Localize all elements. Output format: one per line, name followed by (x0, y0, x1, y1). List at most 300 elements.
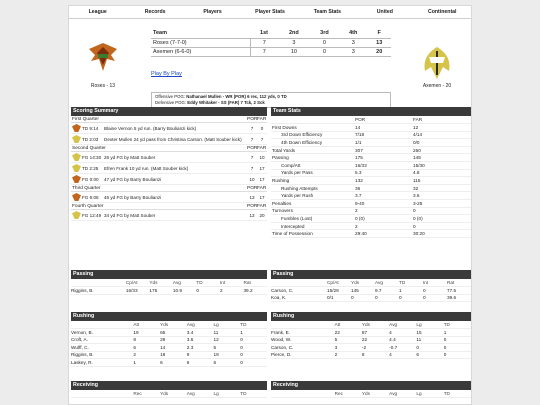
nav-link[interactable]: United (376, 9, 393, 15)
stat-por: 14 (355, 124, 413, 132)
stat-por: 0 (0) (355, 215, 413, 223)
play-time (82, 155, 104, 160)
home-team-label: Axemen - 20 (422, 83, 452, 89)
quarter-name: Fourth Quarter (72, 204, 104, 209)
play-description: 26 yd FG by Matt Souber (104, 154, 156, 160)
stat-por: 29:40 (355, 230, 413, 238)
stat-label: Comp/Att (271, 162, 355, 170)
stat-header: Int (423, 279, 447, 287)
player-stat: 14 (160, 344, 187, 352)
stat-header-row (271, 279, 471, 287)
axemen-team-icon (72, 211, 81, 219)
stat-header: TD (240, 321, 267, 329)
player-stat: 65 (160, 329, 187, 337)
stat-por: 2 (355, 222, 413, 230)
player-name[interactable]: Riggins, B. (71, 287, 126, 295)
player-row (271, 351, 471, 359)
stat-por: 16/33 (355, 162, 413, 170)
stat-header (271, 279, 327, 287)
por-score: 10 (249, 176, 255, 182)
stat-label: Total Yards (271, 146, 355, 154)
score-team: Axemen (6-6-0) (151, 47, 250, 56)
stat-header: Cp/At (126, 279, 150, 287)
team-stat-row (271, 192, 471, 200)
play-type: FG (82, 176, 89, 182)
play-description: 47 yd FG by Barry Boulianzi (104, 176, 162, 182)
player-stat: 18 (160, 351, 187, 359)
play-description: Efren Frank 10 yd run. (Matt Souber kick) (104, 165, 189, 171)
winged-emblem-icon (87, 39, 119, 75)
receiving-left-table (71, 390, 267, 398)
stat-far: 4.8 (413, 169, 471, 177)
rushing-right (271, 312, 471, 359)
team-stat-row (271, 146, 471, 154)
axemen-team-icon (72, 164, 81, 172)
far-score: 7 (260, 136, 264, 142)
col-por: POR (247, 117, 258, 122)
player-stat: 6 (214, 359, 241, 367)
player-row (71, 287, 267, 295)
roses-team-icon (72, 124, 81, 132)
far-score: 17 (259, 165, 265, 171)
player-stat: 0 (240, 336, 267, 344)
por-score: 7 (250, 165, 254, 171)
stat-header: Lg (416, 390, 443, 398)
stat-header: Avg (375, 279, 399, 287)
far-score: 17 (259, 176, 265, 182)
stat-header-row (71, 279, 267, 287)
stat-header: Yds (160, 321, 187, 329)
stat-por: 9-40 (355, 200, 413, 208)
play-time (82, 166, 104, 171)
stat-header: Avg (187, 390, 214, 398)
player-stat: 3 (335, 344, 362, 352)
play-time (82, 213, 104, 218)
stat-header: Avg (187, 321, 214, 329)
player-stat: 4.4 (389, 336, 416, 344)
score-header: 1st (260, 30, 268, 37)
stat-far: 145 (413, 154, 471, 162)
stat-far: 0 (0) (413, 215, 471, 223)
stat-header: Att (335, 321, 362, 329)
stat-header (71, 390, 133, 398)
stat-far: 0/0 (413, 139, 471, 147)
player-stat: 19 (214, 351, 241, 359)
play-clock: 2:25 (89, 165, 99, 171)
offensive-pog-label: Offensive POG: (155, 94, 186, 99)
player-stat: -0.7 (389, 344, 416, 352)
player-stat: 0 (399, 294, 423, 302)
player-stat: 175 (149, 287, 173, 295)
quarter-score: 7 (250, 47, 278, 56)
player-stat: 0 (240, 344, 267, 352)
player-stat: 1 (399, 287, 423, 295)
play-clock: 14:30 (89, 154, 102, 160)
team-stat-row (271, 200, 471, 208)
player-stat: 0 (240, 351, 267, 359)
stat-label: Passing (271, 154, 355, 162)
stat-header (71, 321, 133, 329)
stat-header: TD (444, 321, 471, 329)
quarter-name: Third Quarter (72, 186, 101, 191)
player-stat: 2 (220, 287, 244, 295)
rushing-right-title: Rushing (271, 312, 471, 321)
player-row (71, 351, 267, 359)
stat-header: Yds (149, 279, 173, 287)
receiving-right (271, 381, 471, 398)
team-stat-row (271, 131, 471, 139)
final-score: 13 (367, 38, 391, 47)
stat-label: First Downs (271, 124, 355, 132)
player-row (271, 344, 471, 352)
score-header: F (377, 30, 381, 37)
roses-team-icon (72, 193, 81, 201)
stat-header-row (271, 321, 471, 329)
player-name[interactable]: Croft, A. (71, 336, 133, 344)
play-type: FG (82, 212, 89, 218)
player-stat: 11 (416, 336, 443, 344)
nav-link[interactable]: League (88, 9, 107, 15)
player-stat: 39.2 (243, 287, 267, 295)
stat-header: Rat (447, 279, 471, 287)
stat-far: 0 (413, 222, 471, 230)
stat-far: 115 (413, 177, 471, 185)
stat-header: Rec (335, 390, 362, 398)
stat-header-row (71, 390, 267, 398)
stat-header-row (271, 390, 471, 398)
player-stat: 29 (160, 336, 187, 344)
player-row (271, 329, 471, 337)
player-stat: 12 (214, 336, 241, 344)
team-stat-row (271, 177, 471, 185)
player-name[interactable]: Pierce, D. (271, 351, 335, 359)
player-row (271, 287, 471, 295)
play-type: TD (82, 136, 89, 142)
por-score: 13 (249, 212, 255, 218)
team-stat-row (271, 169, 471, 177)
player-row (71, 329, 267, 337)
quarter-score: 0 (310, 38, 339, 47)
player-stat: 6 (160, 359, 187, 367)
team-stat-row (271, 215, 471, 223)
player-stat: 0 (240, 359, 267, 367)
team-stat-row (271, 162, 471, 170)
far-score: 17 (259, 194, 265, 200)
stat-header: Att (133, 321, 160, 329)
quarter-name: First Quarter (72, 117, 99, 122)
player-row (71, 359, 267, 367)
scoring-summary (71, 107, 267, 221)
top-nav (69, 6, 471, 19)
stat-header: TD (240, 390, 267, 398)
far-score: 10 (259, 154, 265, 160)
stat-header (271, 390, 335, 398)
player-stat: 0 (196, 287, 220, 295)
quarter-name: Second Quarter (72, 146, 106, 151)
scoring-play (71, 152, 267, 163)
team-stats (271, 107, 471, 238)
player-stat: 0 (444, 351, 471, 359)
stat-label: Rushing Attempts (271, 184, 355, 192)
player-stat: 11 (214, 329, 241, 337)
team-stat-row (271, 124, 471, 132)
stat-label: Time of Possession (271, 230, 355, 238)
col-far: FAR (257, 146, 267, 151)
scoring-summary-title: Scoring Summary (71, 107, 267, 116)
scoring-play (71, 123, 267, 134)
player-stat: 8 (133, 336, 160, 344)
far-score: 20 (259, 212, 265, 218)
player-name[interactable]: Laskey, R. (71, 359, 133, 367)
stat-label: Turnovers (271, 207, 355, 215)
stat-header: Int (220, 279, 244, 287)
player-stat: 22 (362, 336, 389, 344)
play-by-play-link[interactable]: Play By Play (151, 71, 182, 77)
player-stat: 87 (362, 329, 389, 337)
team-stat-row (271, 184, 471, 192)
player-name[interactable]: Riggins, B. (71, 351, 133, 359)
play-type: TD (82, 165, 89, 171)
offensive-pog: Nathanael Mullen - WR (POR) 6 rec, 112 yds, 0 TD (186, 94, 287, 99)
nav-link[interactable]: Team Stats (313, 9, 342, 15)
player-stat: 10.9 (173, 287, 197, 295)
player-stat: 145 (351, 287, 375, 295)
player-stat: 1 (133, 359, 160, 367)
quarter-header (71, 116, 267, 123)
stat-header: Lg (214, 390, 241, 398)
play-type: FG (82, 194, 89, 200)
players-of-game (151, 92, 391, 108)
player-row (71, 336, 267, 344)
player-stat: 6 (133, 344, 160, 352)
player-stat: 1 (444, 329, 471, 337)
stat-header: TD (399, 279, 423, 287)
stat-header (71, 279, 126, 287)
team-stats-title: Team Stats (271, 107, 471, 116)
quarter-score: 7 (250, 38, 278, 47)
stat-label: Yards per Rush (271, 192, 355, 200)
stat-header: Lg (214, 321, 241, 329)
stat-header: TD (444, 390, 471, 398)
passing-right-title: Passing (271, 270, 471, 279)
stat-header: Rat (243, 279, 267, 287)
stat-por: 7/18 (355, 131, 413, 139)
passing-left-table (71, 279, 267, 295)
player-stat: 9.7 (375, 287, 399, 295)
player-name[interactable]: Frank, E. (271, 329, 335, 337)
col-por: POR (247, 146, 258, 151)
player-stat: -2 (362, 344, 389, 352)
scoring-play (71, 163, 267, 174)
stat-label: Rushing (271, 177, 355, 185)
score-header: Team (153, 30, 167, 37)
team-stat-row (271, 139, 471, 147)
player-row (71, 344, 267, 352)
stat-header (271, 321, 335, 329)
quarter-header (71, 145, 267, 152)
player-name[interactable]: Carson, C. (271, 287, 327, 295)
player-stat: 8 (362, 351, 389, 359)
por-score: 7 (250, 136, 254, 142)
score-row (151, 38, 391, 47)
score-header: 3rd (320, 30, 329, 37)
stat-header: Avg (389, 390, 416, 398)
stat-label: Penalties (271, 200, 355, 208)
col-far: FAR (257, 117, 267, 122)
player-stat: 15 (416, 329, 443, 337)
stat-label: Yards per Pass (271, 169, 355, 177)
stat-far: 12 (413, 124, 471, 132)
play-time (82, 177, 104, 182)
nav-link[interactable]: Player Stats (255, 9, 285, 15)
stat-label: Fumbles (Lost) (271, 215, 355, 223)
por-score: 7 (250, 154, 254, 160)
quarter-score: 10 (278, 47, 310, 56)
col-por: POR (247, 204, 258, 209)
player-stat: 9 (187, 351, 214, 359)
team-stats-header (271, 116, 471, 124)
axemen-logo (421, 45, 453, 81)
player-stat: 5 (214, 344, 241, 352)
nav-link[interactable]: Players (203, 9, 222, 15)
quarter-score: 0 (310, 47, 339, 56)
player-stat: 5 (335, 336, 362, 344)
final-score: 20 (367, 47, 391, 56)
game-header (69, 19, 471, 105)
stat-far: 4/14 (413, 131, 471, 139)
stat-header: Yds (362, 390, 389, 398)
team-stat-row (271, 154, 471, 162)
player-stat: 0 (423, 287, 447, 295)
player-name[interactable]: Vernon, B. (71, 329, 133, 337)
player-stat: 0 (351, 294, 375, 302)
stat-por: 5.3 (355, 169, 413, 177)
col-far: FAR (257, 186, 267, 191)
player-stat: 16/33 (126, 287, 150, 295)
nav-link[interactable]: Continental (427, 9, 457, 15)
blank-cell (271, 116, 355, 124)
score-header: 2nd (288, 30, 299, 37)
quarter-header (71, 203, 267, 210)
col-far: FAR (257, 204, 267, 209)
player-name[interactable]: Carson, C. (271, 344, 335, 352)
scoring-play (71, 174, 267, 185)
stat-header: Yds (160, 390, 187, 398)
stat-label: 4th Down Efficiency (271, 139, 355, 147)
passing-right-table (271, 279, 471, 302)
por-score: 13 (249, 194, 255, 200)
play-clock: 12:49 (89, 212, 102, 218)
receiving-left-title: Receiving (71, 381, 267, 390)
roses-logo (87, 39, 119, 75)
play-time (82, 126, 104, 131)
stat-header: TD (196, 279, 220, 287)
scoring-play (71, 134, 267, 145)
play-description: Dexter Mullen 24 yd pass from Christina Carson. (Matt Souber kick) (104, 136, 242, 142)
stat-por: 2 (355, 207, 413, 215)
player-name[interactable]: Koa, K. (271, 294, 327, 302)
player-stat: 0 (375, 294, 399, 302)
nav-link[interactable]: Records (144, 9, 166, 15)
stat-header: Avg (173, 279, 197, 287)
stat-header: Avg (389, 321, 416, 329)
stat-far: 30:20 (413, 230, 471, 238)
scoring-play (71, 192, 267, 203)
team-stat-row (271, 207, 471, 215)
col-por: POR (247, 186, 258, 191)
player-stat: 6 (416, 351, 443, 359)
receiving-left (71, 381, 267, 398)
col-por: POR (355, 116, 413, 124)
stat-por: 132 (355, 177, 413, 185)
passing-right (271, 270, 471, 302)
player-name[interactable]: Wood, W. (271, 336, 335, 344)
player-stat: 0 (444, 344, 471, 352)
stat-por: 307 (355, 146, 413, 154)
play-description: 34 yd FG by Matt Souber (104, 212, 156, 218)
team-stat-row (271, 230, 471, 238)
stat-header: Yds (362, 321, 389, 329)
rushing-left-title: Rushing (71, 312, 267, 321)
por-score: 7 (250, 125, 254, 131)
player-row (271, 336, 471, 344)
player-stat: 0 (416, 344, 443, 352)
stat-por: 36 (355, 184, 413, 192)
player-stat: 4 (389, 329, 416, 337)
play-clock: 0:00 (89, 176, 99, 182)
play-type: FG (82, 154, 89, 160)
player-stat: 1 (240, 329, 267, 337)
passing-left (71, 270, 267, 295)
stat-far: 15/30 (413, 162, 471, 170)
player-stat: 77.5 (447, 287, 471, 295)
stat-header: Lg (416, 321, 443, 329)
player-name[interactable]: Wulff, C. (71, 344, 133, 352)
score-header: 4th (349, 30, 358, 37)
player-stat: 3.6 (187, 336, 214, 344)
team-stat-row (271, 222, 471, 230)
play-time (82, 195, 104, 200)
quarter-score: 3 (339, 38, 367, 47)
axe-emblem-icon (421, 45, 453, 81)
player-stat: 22 (335, 329, 362, 337)
player-stat: 3.4 (187, 329, 214, 337)
passing-left-title: Passing (71, 270, 267, 279)
player-stat: 2.3 (187, 344, 214, 352)
stat-far: 32 (413, 184, 471, 192)
player-stat: 2 (133, 351, 160, 359)
team-stats-table (271, 116, 471, 238)
stat-header: Cp/At (327, 279, 351, 287)
quarter-score: 3 (278, 38, 310, 47)
stat-header: Rec (133, 390, 160, 398)
stat-header-row (71, 321, 267, 329)
play-clock: 2:03 (89, 136, 99, 142)
stat-por: 175 (355, 154, 413, 162)
stat-por: 1/1 (355, 139, 413, 147)
quarter-score: 3 (339, 47, 367, 56)
stat-label: Intercepted (271, 222, 355, 230)
rushing-left-table (71, 321, 267, 367)
stat-header: Yds (351, 279, 375, 287)
scoring-play (71, 210, 267, 221)
roses-team-icon (72, 175, 81, 183)
line-score (151, 29, 391, 57)
far-score: 0 (260, 125, 264, 131)
player-stat: 19 (133, 329, 160, 337)
play-description: 46 yd FG by Barry Boulianzi (104, 194, 162, 200)
player-stat: 39.6 (447, 294, 471, 302)
